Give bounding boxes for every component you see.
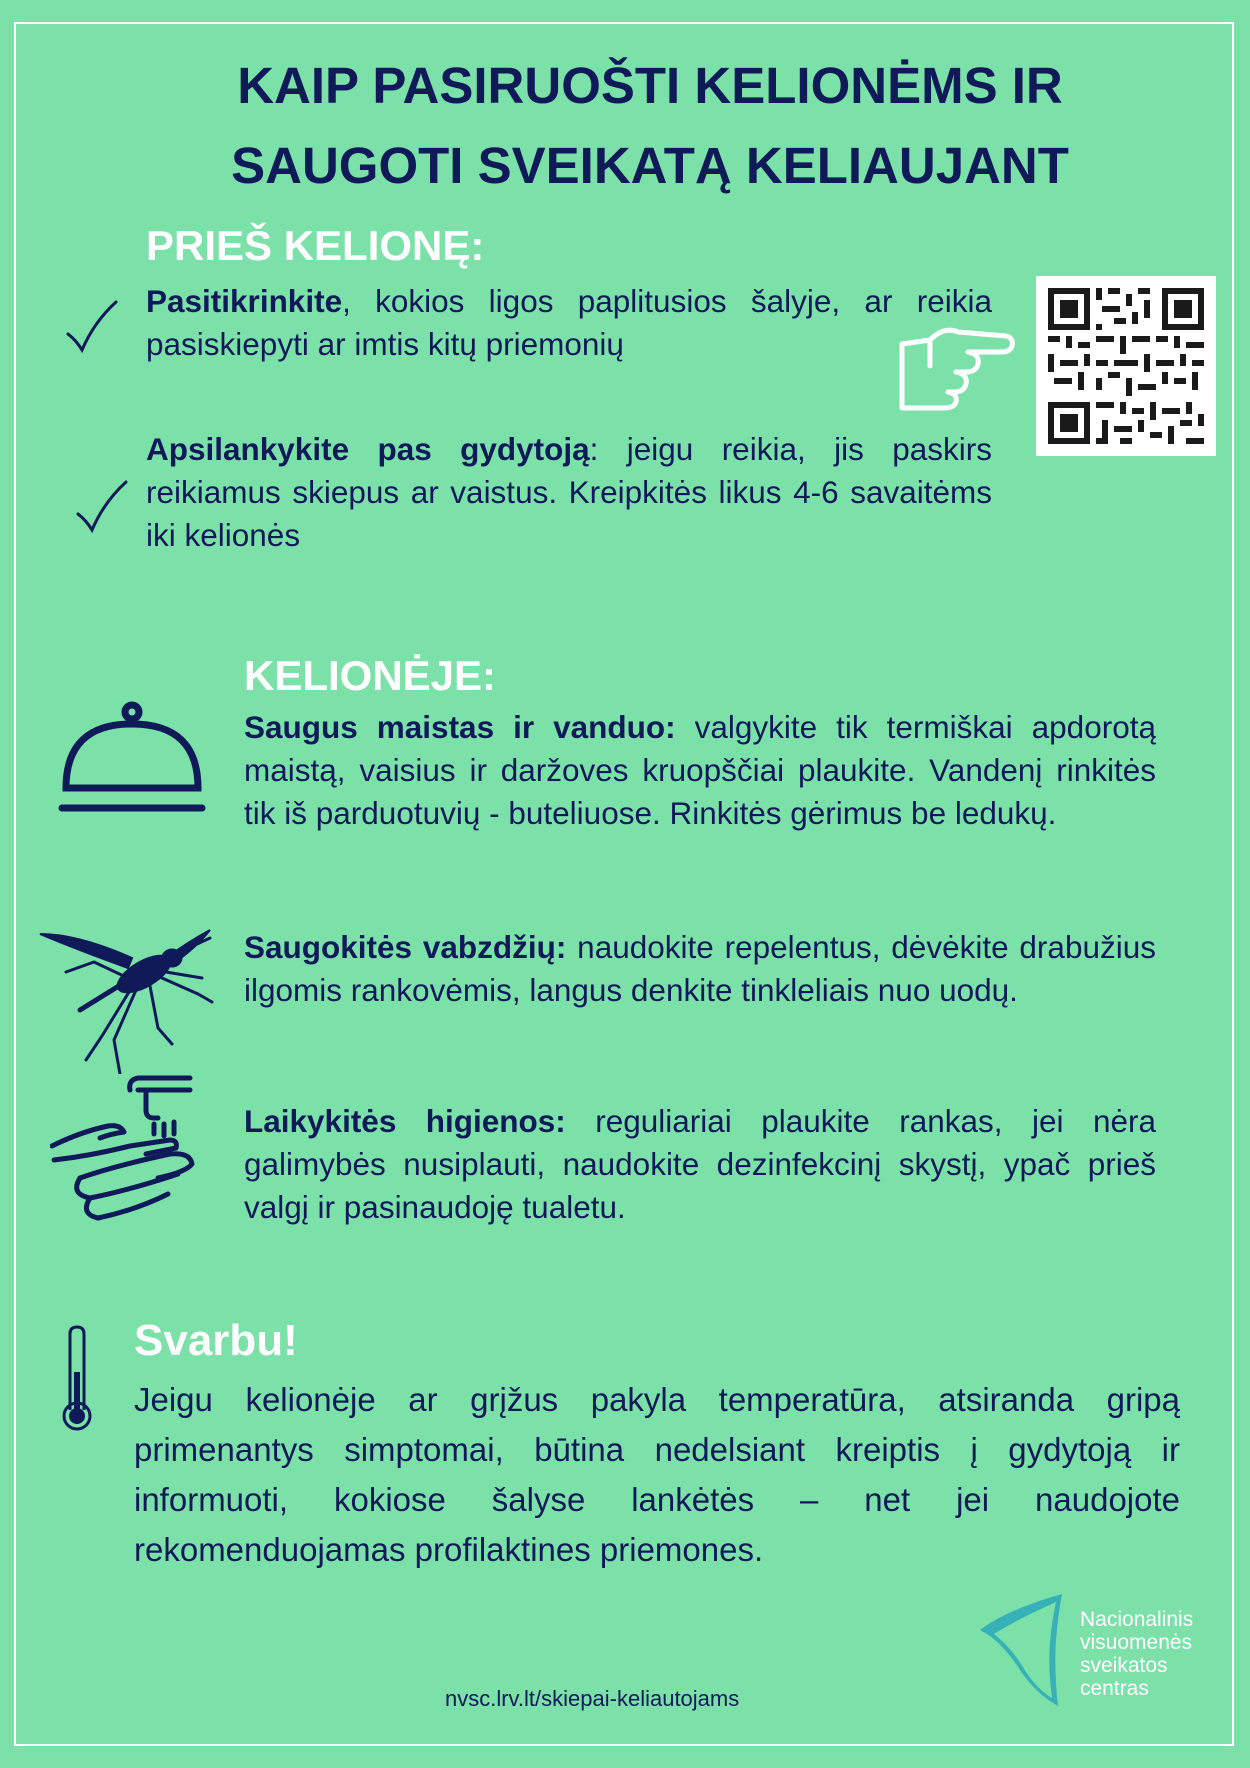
item-bold-label: Saugus maistas ir vanduo: [244, 709, 676, 745]
important-text: Jeigu kelionėje ar grįžus pakyla temperatūra, atsiranda gripą primenantys simptomai, būtina nedelsiant kreiptis į gydytoją ir informuoti, kokiose šalyse lankėtės – net jei naudojote rekomenduojamas profilaktines priemones. [134, 1381, 1180, 1568]
item-text: naudokite repelentus, dėvėkite drabužius ilgomis rankovėmis, langus denkite tinkleliais nuo uodų. [244, 929, 1156, 1008]
org-line: centras [1080, 1677, 1149, 1700]
food-cloche-icon [56, 696, 208, 816]
org-name [1080, 1608, 1193, 1700]
item-text: , kokios ligos paplitusios šalyje, ar reikia pasiskiepyti ar imtis kitų priemonių [146, 283, 992, 362]
org-line: Nacionalinis [1080, 1608, 1194, 1631]
item-text: valgykite tik termiškai apdorotą maistą, vaisius ir daržoves kruopščiai plaukite. Vandenį rinkitės tik iš parduotuvių - buteliuose. Rinkitės gėrimus be ledukų. [244, 709, 1156, 831]
pointing-hand-icon [896, 322, 1016, 414]
org-line: visuomenės [1080, 1631, 1193, 1654]
mosquito-icon [38, 928, 214, 1074]
hand-washing-icon [50, 1074, 200, 1224]
checkmark-icon [74, 478, 130, 536]
item-bold-label: Apsilankykite pas gydytoją [146, 431, 590, 467]
nvsc-logo [976, 1590, 1068, 1710]
important-heading: Svarbu! [134, 1316, 298, 1365]
title-line-2: SAUGOTI SVEIKATĄ KELIAUJANT [231, 137, 1069, 194]
before-trip-item-1 [146, 280, 992, 366]
qr-code [1036, 276, 1216, 456]
during-trip-item-hygiene [244, 1100, 1156, 1229]
before-trip-heading: PRIEŠ KELIONĘ: [146, 222, 485, 269]
thermometer-icon [58, 1324, 96, 1432]
before-trip-item-2 [146, 428, 992, 557]
item-bold-label: Saugokitės vabzdžių: [244, 929, 567, 965]
during-trip-item-insects [244, 926, 1156, 1012]
item-text: : jeigu reikia, jis paskirs reikiamus skiepus ar vaistus. Kreipkitės likus 4-6 savaitėms iki kelionės [146, 431, 992, 553]
during-trip-item-food [244, 706, 1156, 835]
title-line-1: KAIP PASIRUOŠTI KELIONĖMS IR [237, 57, 1063, 114]
item-bold-label: Laikykitės higienos: [244, 1103, 566, 1139]
org-line: sveikatos [1080, 1654, 1168, 1677]
item-bold-label: Pasitikrinkite [146, 283, 343, 319]
item-text: reguliariai plaukite rankas, jei nėra galimybės nusiplauti, naudokite dezinfekcinį skystį, ypač prieš valgį ir pasinaudoję tualetu. [244, 1103, 1156, 1225]
page-title [60, 46, 1240, 206]
during-trip-heading: KELIONĖJE: [244, 652, 497, 699]
checkmark-icon [64, 298, 120, 356]
footer-url: nvsc.lrv.lt/skiepai-keliautojams [445, 1686, 740, 1711]
